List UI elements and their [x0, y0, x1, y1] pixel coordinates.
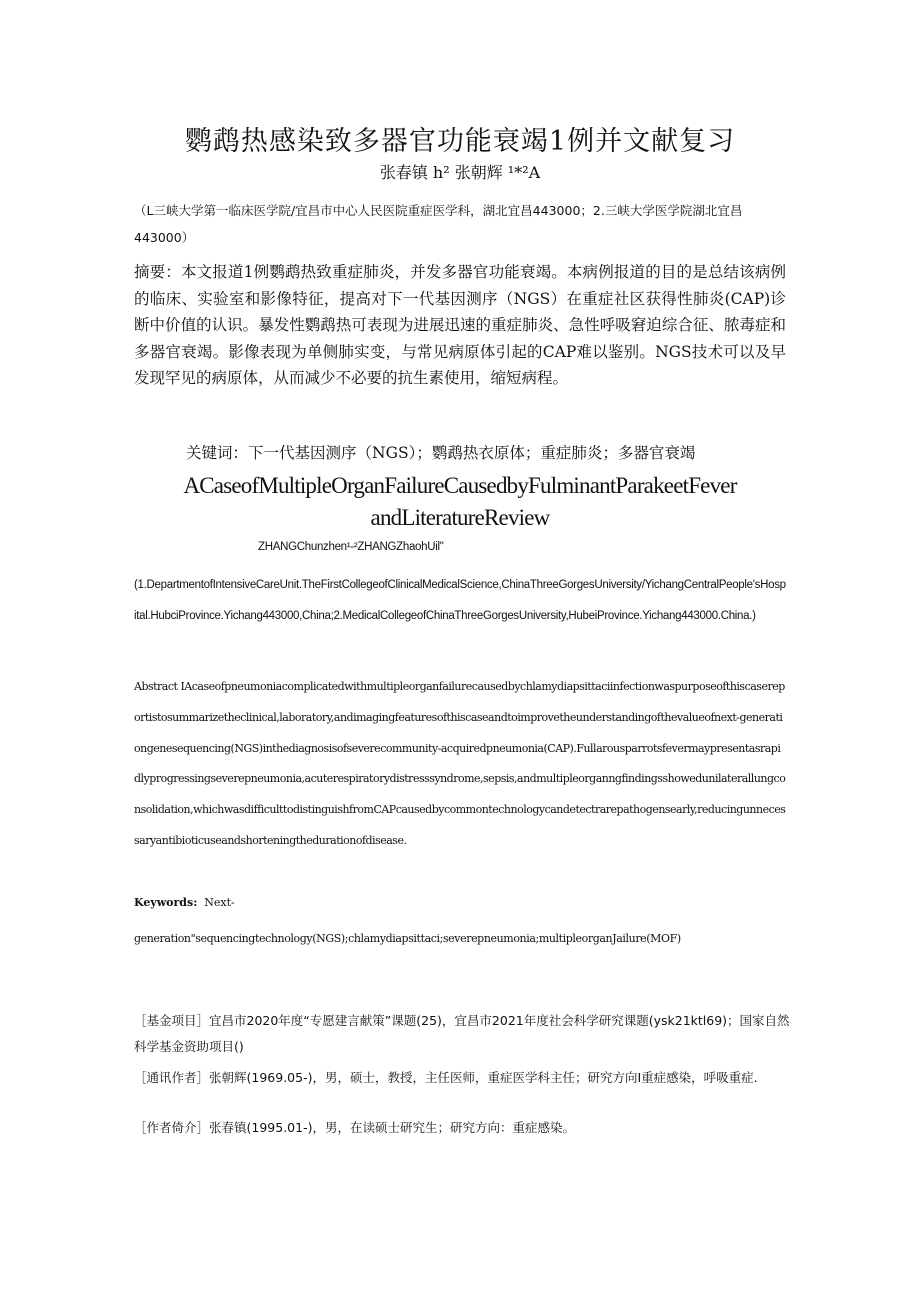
affiliation-cn: （L三峡大学第一临床医学院/宜昌市中心人民医院重症医学科，湖北宜昌443000；2.三峡大学医学院湖北宜昌443000） — [134, 203, 743, 245]
abstract-en — [134, 672, 786, 857]
footnote-funding: ［基金项目］宜昌市2020年度“专愿建言献策”课题(25)，宜昌市2021年度社会科学研究课题(ysk21ktl69)；国家自然科学基金资助项目() — [134, 1013, 790, 1054]
paper-title-en-line1: ACaseofMultipleOrganFailureCausedbyFulminantParakeetFever — [183, 473, 737, 498]
abstract-en-label: Abstract I — [134, 680, 185, 693]
paper-title-en — [100, 470, 820, 534]
abstract-cn: 摘要：本文报道1例鹦鹉热致重症肺炎，并发多器官功能衰竭。本病例报道的目的是总结该病例的临床、实验室和影像特征，提高对下一代基因测序（NGS）在重症社区获得性肺炎(CAP)诊断中价值的认识。暴发性鹦鹉热可表现为进展迅速的重症肺炎、急性呼吸窘迫综合征、脓毒症和多器官衰竭。影像表现为单侧肺实变，与常见病原体引起的CAP难以鉴别。NGS技术可以及早发现罕见的病原体，从而减少不必要的抗生素使用，缩短病程。 — [134, 263, 786, 387]
footnote-corresponding-author: ［通讯作者］张朝辉(1969.05-)，男，硕士，教授，主任医师，重症医学科主任；研究方向I重症感染，呼吸重症. — [134, 1070, 758, 1085]
keywords-en: generation"sequencingtechnology(NGS);chlamydiapsittaci;severepneumonia;multipleorganJailure(MOF) — [134, 932, 681, 945]
keywords-en-head: Next- — [204, 896, 235, 909]
authors-cn: 张春镇 h² 张朝辉 ¹*²A — [379, 163, 541, 182]
paper-title-en-line2: andLiteratureReview — [370, 505, 550, 530]
keywords-en-label: Keywords: — [134, 896, 198, 909]
authors-en: ZHANGChunzhen¹-²ZHANGZhaohUil" — [258, 541, 444, 553]
footnote-author-bio: ［作者倚介］张春镇(1995.01-)，男，在读硕士研究生；研究方向：重症感染。 — [134, 1120, 575, 1135]
paper-title-cn: 鹦鹉热感染致多器官功能衰竭1例并文献复习 — [184, 126, 736, 157]
keywords-cn: 关键词：下一代基因测序（NGS）；鹦鹉热衣原体；重症肺炎；多器官衰竭 — [186, 444, 696, 462]
keywords-en-header — [134, 896, 235, 909]
affiliation-en: (1.DepartmentofIntensiveCareUnit.TheFirstCollegeofClinicalMedicalScience,ChinaThreeGorgesUniversity/YichangCentralPeople'sHospital.HubciProvince.Yichang443000,China;2.MedicalCollegeofChinaThreeGorgesUniversity,HubeiProvince.Yichang443000.China.) — [134, 579, 786, 622]
abstract-en-text: Acaseofpneumoniacomplicatedwithmultipleorganfailurecausedbychlamydiapsittaciinfectionwaspurposeofthiscasereportistosummarizetheclinical,laboratory,andimagingfeaturesofthiscaseandtoimprovetheunderstandingofthevalueofnext-generationgenesequencing(NGS)inthediagnosisofseverecommunity-acquiredpneumonia(CAP).Fullarousparrotsfevermaypresentasrapidlyprogressingseverepneumonia,acuterespiratorydistresssyndrome,sepsis,andmultipleorganngfindingsshowedunilaterallungconsolidation,whichwasdifficulttodistinguishfromCAPcausedbycommontechnologycandetectrarepathogensearly,reducingunnecessaryantibioticuseandshorteningthedurationofdisease. — [134, 680, 786, 847]
